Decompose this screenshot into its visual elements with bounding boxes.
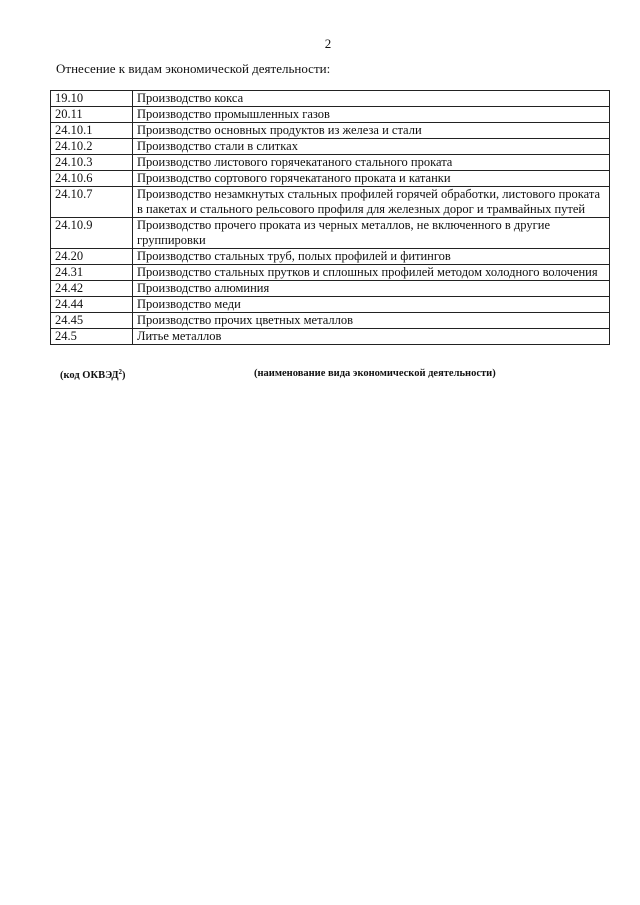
okved-code-cell: 24.10.6: [51, 171, 133, 187]
table-row: [51, 171, 610, 187]
table-row: [51, 155, 610, 171]
okved-code-cell: 24.10.7: [51, 187, 133, 218]
activity-name-cell: Производство листового горячекатаного стального проката: [133, 155, 610, 171]
table-row: [51, 139, 610, 155]
table-body: [51, 91, 610, 345]
activity-name-cell: Производство алюминия: [133, 281, 610, 297]
table-row: [51, 265, 610, 281]
table-row: [51, 123, 610, 139]
okved-code-cell: 24.10.2: [51, 139, 133, 155]
okved-code-cell: 24.10.9: [51, 218, 133, 249]
okved-code-cell: 24.31: [51, 265, 133, 281]
activity-name-cell: Производство промышленных газов: [133, 107, 610, 123]
okved-code-cell: 24.5: [51, 329, 133, 345]
table-row: [51, 297, 610, 313]
page-number: 2: [324, 36, 332, 51]
table-row: [51, 313, 610, 329]
code-column-caption: [60, 368, 126, 381]
table-row: [51, 329, 610, 345]
activity-codes-table: [50, 90, 610, 345]
okved-code-cell: 20.11: [51, 107, 133, 123]
activity-name-cell: Производство сортового горячекатаного проката и катанки: [133, 171, 610, 187]
okved-code-cell: 19.10: [51, 91, 133, 107]
okved-code-cell: 24.10.1: [51, 123, 133, 139]
table-row: [51, 91, 610, 107]
code-caption-close: ): [122, 370, 126, 381]
table-row: [51, 107, 610, 123]
okved-code-cell: 24.42: [51, 281, 133, 297]
okved-code-cell: 24.44: [51, 297, 133, 313]
activity-name-cell: Производство прочего проката из черных металлов, не включенного в другие группировки: [133, 218, 610, 249]
activity-name-cell: Производство меди: [133, 297, 610, 313]
table-row: [51, 281, 610, 297]
footnote-marker: 2: [118, 368, 123, 376]
table-row: [51, 187, 610, 218]
activity-name-cell: Производство основных продуктов из железа и стали: [133, 123, 610, 139]
table-row: [51, 249, 610, 265]
okved-code-cell: 24.20: [51, 249, 133, 265]
activity-name-cell: Производство стальных труб, полых профилей и фитингов: [133, 249, 610, 265]
activity-name-cell: Производство стали в слитках: [133, 139, 610, 155]
okved-code-cell: 24.45: [51, 313, 133, 329]
activity-name-cell: Производство незамкнутых стальных профилей горячей обработки, листового проката в пакетах и стального рельсового профиля для железных дорог и трамвайных путей: [133, 187, 610, 218]
activity-name-cell: Производство прочих цветных металлов: [133, 313, 610, 329]
code-caption-text: (код ОКВЭД: [60, 370, 119, 381]
activity-name-cell: Производство кокса: [133, 91, 610, 107]
section-heading: Отнесение к видам экономической деятельности:: [56, 61, 331, 76]
table-row: [51, 218, 610, 249]
name-column-caption: (наименование вида экономической деятельности): [254, 368, 496, 379]
okved-code-cell: 24.10.3: [51, 155, 133, 171]
activity-name-cell: Литье металлов: [133, 329, 610, 345]
activity-name-cell: Производство стальных прутков и сплошных профилей методом холодного волочения: [133, 265, 610, 281]
